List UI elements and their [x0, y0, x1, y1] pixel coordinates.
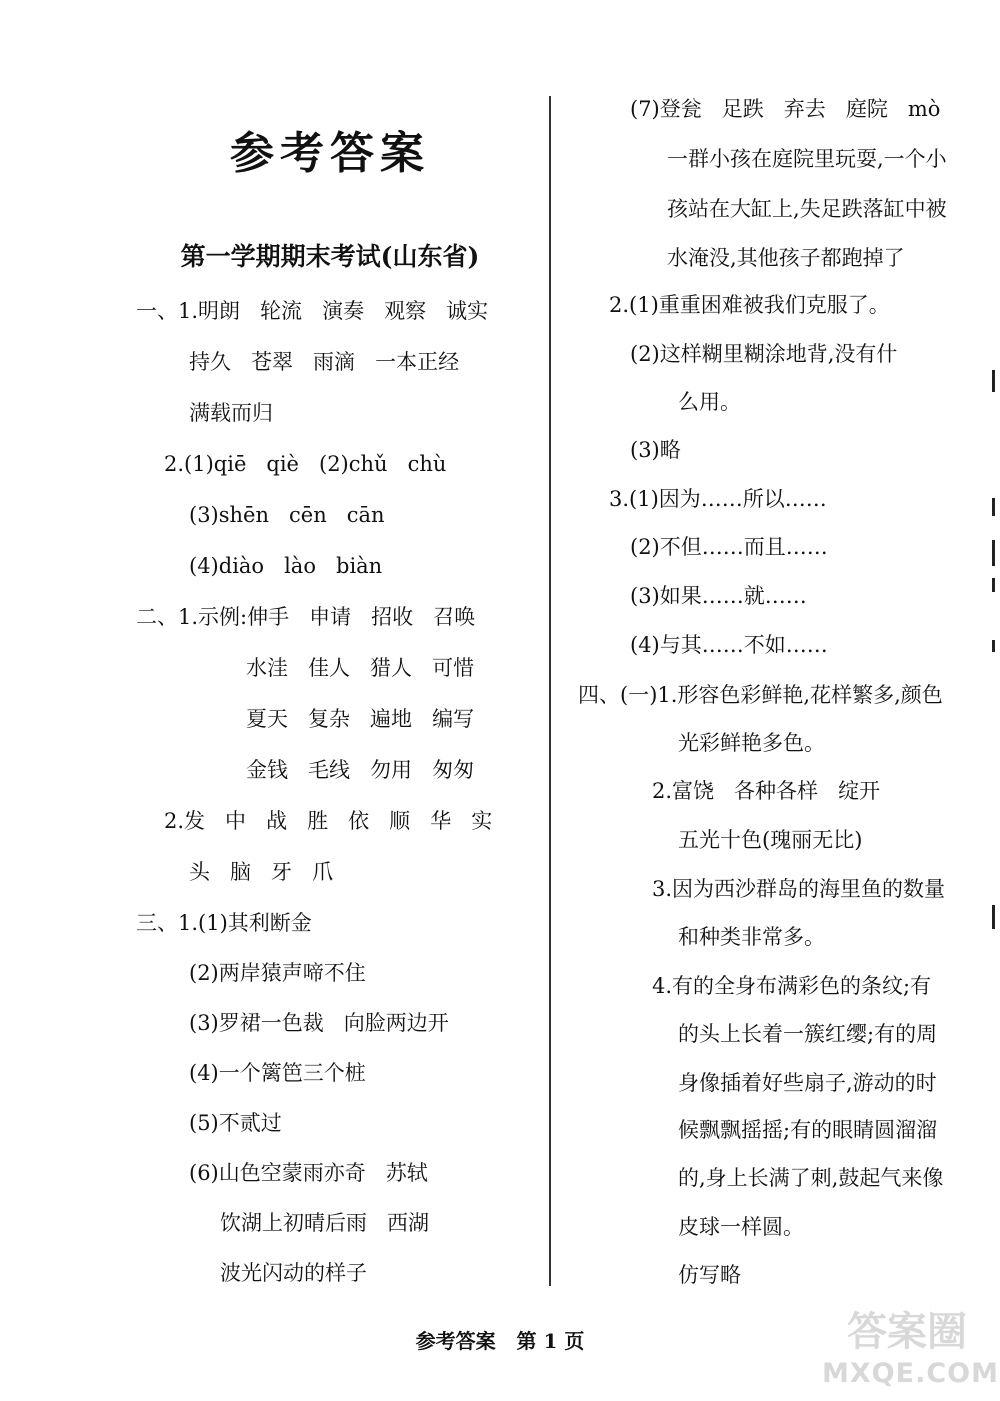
answer-line: (2)不但……而且…… — [630, 535, 828, 559]
column-divider — [549, 96, 551, 1286]
exam-subtitle: 第一学期期末考试(山东省) — [180, 242, 480, 271]
page-title: 参考答案 — [230, 128, 430, 179]
answer-line: (3)如果……就…… — [630, 584, 807, 608]
scan-edge-mark — [992, 540, 995, 566]
answer-line: 水洼 佳人 猎人 可惜 — [246, 656, 475, 680]
watermark-site: MXQE.COM — [822, 1358, 999, 1389]
answer-line: 头 脑 牙 爪 — [189, 860, 334, 884]
scan-edge-mark — [992, 905, 995, 929]
watermark-logo — [822, 1300, 999, 1390]
answer-line: 波光闪动的样子 — [220, 1261, 367, 1285]
answer-line: (4)一个篱笆三个桩 — [189, 1061, 366, 1085]
answer-line: (4)与其……不如…… — [630, 633, 828, 657]
answer-line: 五光十色(瑰丽无比) — [678, 828, 863, 852]
answer-line: 身像插着好些扇子,游动的时 — [678, 1071, 937, 1095]
page-footer: 参考答案 第 1 页 — [415, 1329, 585, 1353]
answer-line: 2.(1)qiē qiè (2)chǔ chù — [164, 452, 447, 476]
answer-line: 三、1.(1)其利断金 — [136, 911, 312, 935]
answer-line: 水淹没,其他孩子都跑掉了 — [667, 246, 905, 270]
answer-line: 的,身上长满了刺,鼓起气来像 — [678, 1166, 944, 1190]
answer-line: (4)diào lào biàn — [189, 554, 383, 578]
answer-line: (7)登瓮 足跌 弃去 庭院 mò — [630, 97, 941, 121]
scan-edge-mark — [992, 498, 995, 516]
answer-line: (5)不贰过 — [189, 1111, 282, 1135]
answer-line: 3.(1)因为……所以…… — [609, 487, 827, 511]
answer-line: 3.因为西沙群岛的海里鱼的数量 — [652, 877, 946, 901]
answer-line: 候飘飘摇摇;有的眼睛圆溜溜 — [678, 1118, 938, 1142]
answer-line: (2)这样糊里糊涂地背,没有什 — [630, 342, 898, 366]
answer-line: 一、1.明朗 轮流 演奏 观察 诚实 — [136, 299, 489, 323]
scan-edge-mark — [992, 370, 995, 392]
scan-edge-mark — [992, 640, 995, 652]
answer-line: 2.富饶 各种各样 绽开 — [652, 779, 881, 803]
answer-line: 饮湖上初晴后雨 西湖 — [220, 1211, 430, 1235]
answer-line: 二、1.示例:伸手 申请 招收 召唤 — [136, 605, 476, 629]
answer-line: (6)山色空蒙雨亦奇 苏轼 — [189, 1161, 428, 1185]
answer-line: (3)略 — [630, 438, 681, 462]
answer-line: 四、(一)1.形容色彩鲜艳,花样繁多,颜色 — [578, 683, 943, 707]
answer-line: 么用。 — [678, 390, 741, 414]
answer-line: (3)罗裙一色裁 向脸两边开 — [189, 1011, 449, 1035]
answer-line: 持久 苍翠 雨滴 一本正经 — [189, 350, 460, 374]
answer-line: 2.(1)重重困难被我们克服了。 — [609, 293, 890, 317]
answer-line: 一群小孩在庭院里玩耍,一个小 — [667, 147, 947, 171]
answer-line: 4.有的全身布满彩色的条纹;有 — [652, 974, 932, 998]
answer-line: (2)两岸猿声啼不住 — [189, 961, 366, 985]
answer-line: 金钱 毛线 勿用 匆匆 — [246, 758, 475, 782]
watermark-logo-mark: 答案圈 — [847, 1309, 967, 1355]
answer-line: 夏天 复杂 遍地 编写 — [246, 707, 475, 731]
answer-line: 2.发 中 战 胜 依 顺 华 实 — [164, 809, 493, 833]
answer-line: 的头上长着一簇红缨;有的周 — [678, 1022, 938, 1046]
answer-line: 孩站在大缸上,失足跌落缸中被 — [667, 197, 947, 221]
answer-line: 和种类非常多。 — [678, 925, 825, 949]
answer-line: (3)shēn cēn cān — [189, 503, 385, 527]
answer-line: 仿写略 — [678, 1263, 741, 1287]
answer-line: 光彩鲜艳多色。 — [678, 731, 825, 755]
scan-edge-mark — [992, 578, 995, 592]
answer-line: 满载而归 — [189, 401, 273, 425]
answer-line: 皮球一样圆。 — [678, 1215, 804, 1239]
